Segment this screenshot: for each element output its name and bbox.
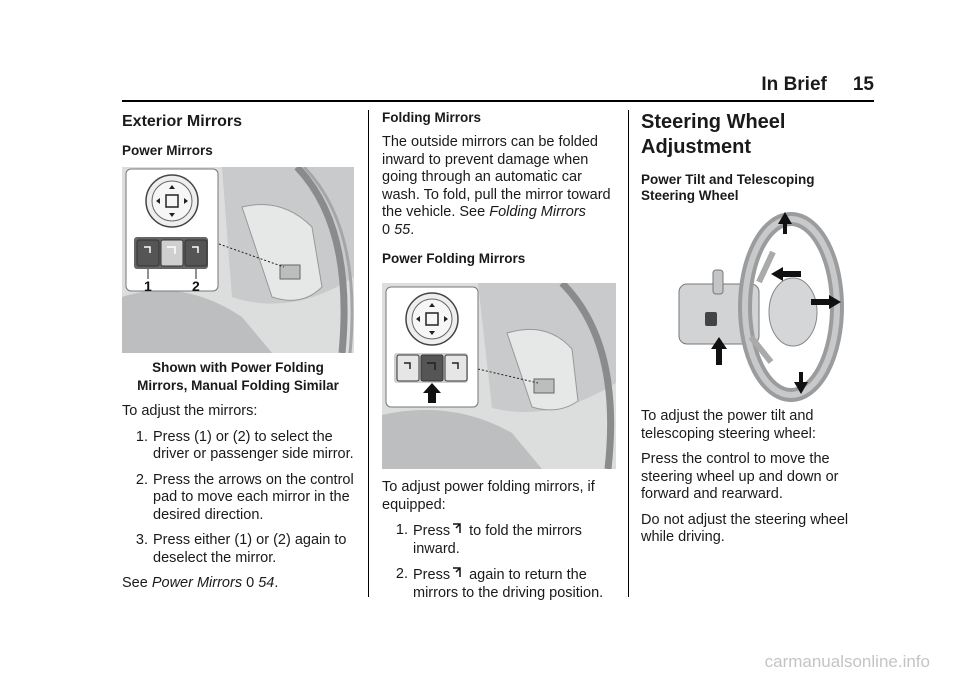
folding-switch-illustration (382, 283, 616, 469)
step-text: Press either (1) or (2) again to deselect the mirror. (153, 532, 347, 566)
caption-line-1: Shown with Power Folding (152, 360, 324, 375)
section-heading: Exterior Mirrors (122, 113, 243, 130)
paragraph-end: . (410, 221, 415, 238)
step-number: 1. (395, 522, 408, 538)
list-item (382, 566, 616, 602)
steps-list (122, 429, 354, 568)
step-text: Press (413, 567, 451, 583)
step-text: to fold the mirrors inward. (413, 523, 582, 557)
steps-list (382, 522, 616, 602)
column-divider (368, 110, 369, 597)
fold-mirror-icon (451, 566, 463, 580)
step-text: Press (413, 523, 451, 539)
see-prefix: See (122, 575, 152, 591)
step-text: Press (1) or (2) to select the driver or passenger side mirror. (153, 428, 354, 462)
column-folding-mirrors (382, 110, 616, 610)
paragraph-text: The outside mirrors can be folded inward to prevent damage when going through an automatic car wash. To fold, pull the mirror toward the vehicle. See (382, 134, 611, 220)
intro-text: To adjust power folding mirrors, if equipped: (382, 479, 595, 513)
step-number: 2. (395, 566, 408, 582)
page-ref-symbol: 0 (246, 575, 255, 591)
cross-reference-link[interactable]: Power Mirrors (151, 575, 243, 591)
power-mirrors-illustration (122, 167, 354, 353)
cross-reference-link[interactable]: Folding Mirrors (489, 204, 586, 220)
page-reference[interactable]: 55 (394, 221, 411, 238)
step-text: Press the arrows on the control pad to move each mirror in the desired direction. (153, 471, 354, 523)
intro-text: To adjust the mirrors: (122, 403, 258, 419)
figure-caption (122, 359, 354, 395)
caption-line-2: Mirrors, Manual Folding Similar (137, 378, 339, 393)
list-item (122, 429, 354, 464)
see-suffix: . (274, 575, 279, 591)
subheading: Power Tilt and Telescoping Steering Wheel (641, 172, 815, 203)
fold-mirror-icon (451, 522, 463, 536)
step-number: 2. (135, 471, 148, 488)
section-heading: Steering Wheel Adjustment (641, 111, 786, 158)
callout-1: 1 (144, 278, 152, 294)
step-number: 1. (135, 428, 148, 445)
step-number: 3. (135, 532, 148, 548)
mirror-switch-illustration (122, 167, 354, 353)
list-item (122, 532, 354, 567)
page-ref-symbol: 0 (382, 221, 391, 238)
subheading: Power Folding Mirrors (382, 251, 526, 266)
callout-2: 2 (192, 278, 200, 294)
section-title: In Brief (761, 74, 827, 95)
list-item (382, 522, 616, 558)
column-steering-wheel (641, 110, 873, 555)
header-rule (122, 100, 874, 102)
subheading: Folding Mirrors (382, 110, 481, 125)
power-folding-illustration (382, 283, 616, 469)
page-number: 15 (852, 74, 874, 95)
paragraph: Do not adjust the steering wheel while driving. (641, 511, 849, 545)
steering-wheel-drawing (641, 212, 873, 402)
list-item (122, 472, 354, 525)
step-text: again to return the mirrors to the driving position. (413, 567, 604, 601)
watermark: carmanualsonline.info (764, 652, 930, 671)
paragraph: Press the control to move the steering wheel up and down or forward and rearward. (641, 451, 839, 502)
folding-paragraph (382, 134, 616, 239)
column-exterior-mirrors (122, 110, 354, 601)
subheading: Power Mirrors (122, 143, 213, 158)
steering-wheel-illustration (641, 212, 873, 402)
see-reference (122, 575, 354, 593)
column-divider (628, 110, 629, 597)
page-header (761, 74, 874, 96)
page-reference[interactable]: 54 (258, 575, 275, 591)
paragraph: To adjust the power tilt and telescoping steering wheel: (641, 408, 816, 442)
